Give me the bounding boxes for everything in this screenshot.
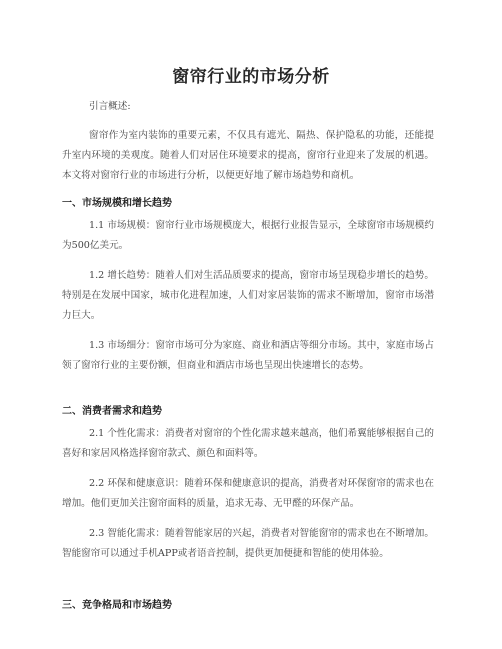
section-heading-1: 一、市场规模和增长趋势 (62, 198, 172, 209)
intro-paragraph: 窗帘作为室内装饰的重要元素，不仅具有遮光、隔热、保护隐私的功能，还能提升室内环境的美观度。随着人们对居住环境要求的提高，窗帘行业迎来了发展的机遇。本文将对窗帘行业的市场进行分析，以便更好地了解市场趋势和商机。 (62, 130, 434, 181)
intro-label: 引言概述: (89, 101, 131, 112)
section-1-paragraph-2: 1.2 增长趋势：随着人们对生活品质要求的提高，窗帘市场呈现稳步增长的趋势。特别是在发展中国家，城市化进程加速，人们对家居装饰的需求不断增加，窗帘市场潜力巨大。 (62, 270, 434, 321)
section-heading-3: 三、竞争格局和市场趋势 (62, 600, 172, 611)
document-title: 窗帘行业的市场分析 (172, 67, 330, 87)
section-1-paragraph-3: 1.3 市场细分：窗帘市场可分为家庭、商业和酒店等细分市场。其中，家庭市场占领了窗帘行业的主要份额，但商业和酒店市场也呈现出快速增长的态势。 (62, 340, 434, 371)
section-2-paragraph-2: 2.2 环保和健康意识：随着环保和健康意识的提高，消费者对环保窗帘的需求也在增加。他们更加关注窗帘面料的质量，追求无毒、无甲醛的环保产品。 (62, 478, 434, 509)
section-1-paragraph-1: 1.1 市场规模：窗帘行业市场规模庞大，根据行业报告显示，全球窗帘市场规模约为500亿美元。 (62, 220, 434, 251)
section-2-paragraph-1: 2.1 个性化需求：消费者对窗帘的个性化需求越来越高，他们希翼能够根据自己的喜好和家居风格选择窗帘款式、颜色和面料等。 (62, 428, 434, 459)
section-heading-2: 二、消费者需求和趋势 (62, 406, 162, 417)
section-2-paragraph-3: 2.3 智能化需求：随着智能家居的兴起，消费者对智能窗帘的需求也在不断增加。智能窗帘可以通过手机APP或者语音控制，提供更加便捷和智能的使用体验。 (62, 528, 434, 559)
